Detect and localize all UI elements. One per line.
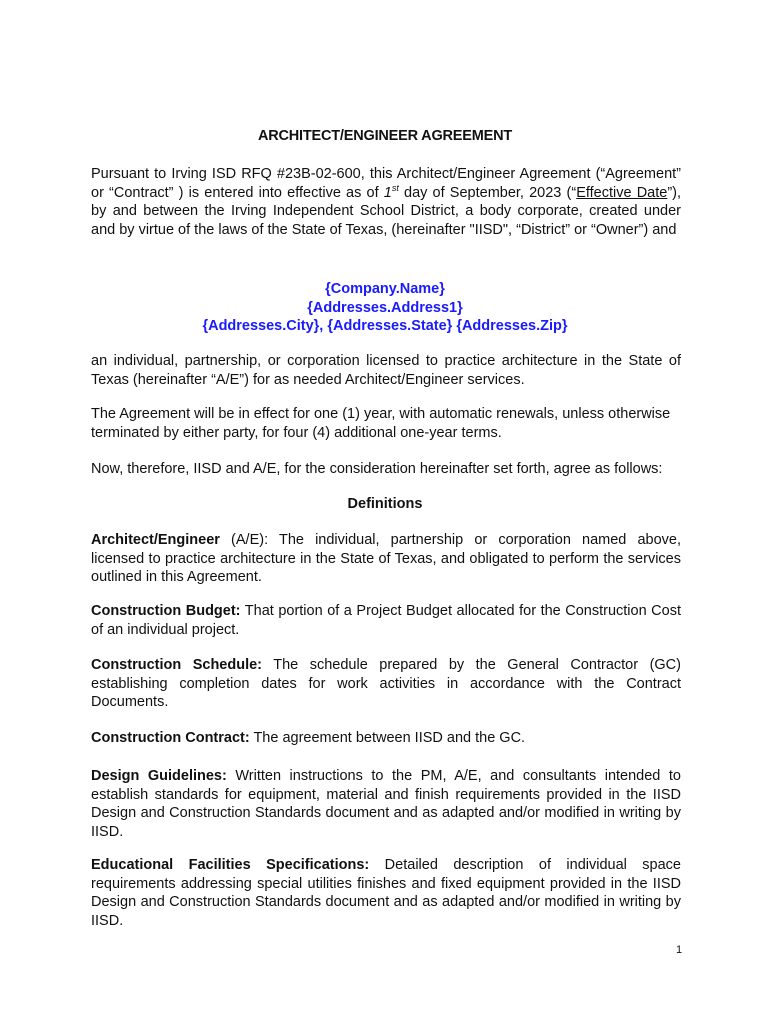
- definition-term: Construction Budget:: [91, 603, 241, 619]
- intro-text-part3: ”), by and between the Irving Independent School District, a body corporate, created under and by virtue of the laws of the State of Texas, (hereinafter "IISD", “District” or “Owner”) and: [91, 184, 682, 238]
- definition-item: [91, 531, 681, 587]
- consideration-paragraph: Now, therefore, IISD and A/E, for the consideration hereinafter set forth, agree as follows:: [91, 461, 663, 477]
- definition-item: [91, 656, 681, 712]
- definition-text: Written instructions to the PM, A/E, and consultants intended to establish standards for equipment, material and finish requirements provided in the IISD Design and Construction Standards document and as adapted and/or modified in writing by IISD.: [91, 768, 681, 840]
- intro-paragraph: [91, 165, 681, 239]
- definition-text: The schedule prepared by the General Contractor (GC) establishing completion dates for work activities in accordance with the Contract Documents.: [91, 657, 681, 710]
- party-description-paragraph: an individual, partnership, or corporation licensed to practice architecture in the State of Texas (hereinafter “A/E”) for as needed Architect/Engineer services.: [91, 353, 681, 388]
- page-number: 1: [676, 944, 683, 956]
- definition-term: Construction Schedule:: [91, 657, 263, 673]
- definition-text: Detailed description of individual space requirements addressing special utilities finishes and fixed equipment provided in the IISD Design and Construction Standards document and as adapted and/or modified in writing by IISD.: [91, 857, 681, 929]
- definition-term: Construction Contract:: [91, 730, 250, 746]
- intro-text-part1: Pursuant to Irving ISD RFQ #23B-02-600, this Architect/Engineer Agreement (“Agreement” or “Contract” ) is entered into effective as of: [91, 166, 681, 201]
- definition-text: (A/E): The individual, partnership or corporation named above, licensed to practice architecture in the State of Texas, and obligated to perform the services outlined in this Agreement.: [91, 532, 681, 585]
- intro-text-part2: day of September, 2023 (“: [398, 184, 577, 201]
- definition-text: The agreement between IISD and the GC.: [249, 730, 526, 746]
- definition-text: That portion of a Project Budget allocated for the Construction Cost of an individual project.: [91, 603, 681, 638]
- definition-term: Design Guidelines:: [91, 768, 227, 784]
- intro-day-number: 1: [383, 184, 392, 201]
- intro-day-suffix: st: [391, 182, 399, 193]
- document-title: ARCHITECT/ENGINEER AGREEMENT: [257, 128, 513, 144]
- definition-term: Educational Facilities Specifications:: [91, 857, 370, 873]
- definition-item: [91, 602, 681, 639]
- definition-term: Architect/Engineer: [91, 532, 220, 548]
- effective-date-term: Effective Date: [576, 184, 668, 201]
- company-name-placeholder: {Company.Name}: [325, 281, 445, 297]
- city-state-zip-placeholder: {Addresses.City}, {Addresses.State} {Addresses.Zip}: [202, 318, 568, 334]
- definition-item: [91, 856, 681, 930]
- agreement-term-paragraph: The Agreement will be in effect for one (1) year, with automatic renewals, unless otherwise terminated by either party, for four (4) additional one-year terms.: [91, 406, 671, 441]
- definitions-heading: Definitions: [347, 496, 423, 512]
- company-address-block: [0, 280, 770, 336]
- address-line1-placeholder: {Addresses.Address1}: [307, 299, 463, 316]
- definition-item: [91, 729, 681, 748]
- definition-item: [91, 767, 681, 841]
